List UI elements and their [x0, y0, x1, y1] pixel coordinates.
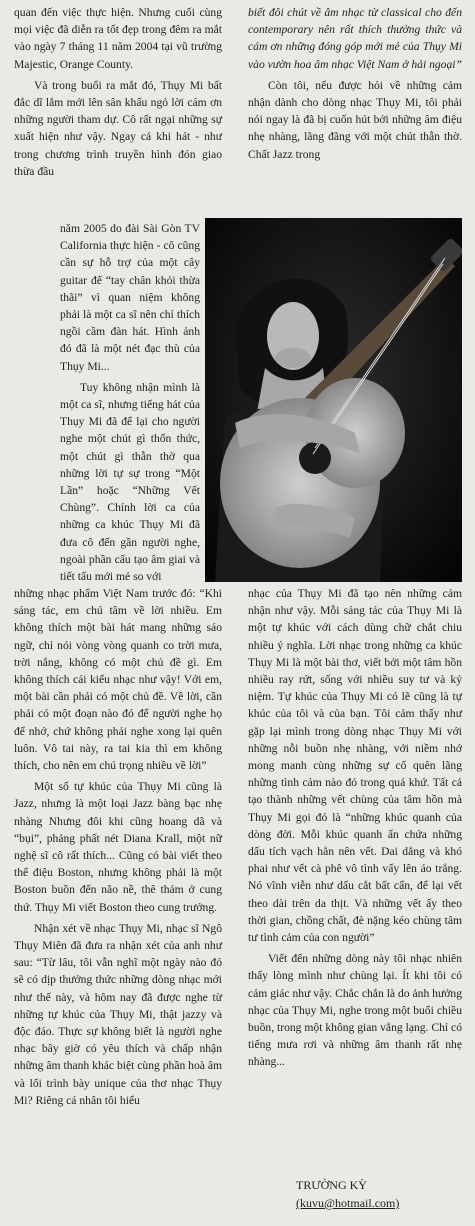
- paragraph: quan đến việc thực hiện. Nhưng cuối cùng mọi việc đã diễn ra tốt đẹp trong đêm ra mắt vào ngày 7 tháng 11 năm 2004 tại vũ trường Majestic, Orange County.: [14, 6, 222, 71]
- paragraph: những nhạc phẩm Việt Nam trước đó: “Khi sáng tác, em chú tâm về lời nhiều. Em không thích một bài hát mang những sáo ngữ, chỉ nói vòng vòng quanh co trời mưa, trời nắng, không có một chủ đề gì. Em không thích cái kiểu nhạc như vậy! Với em, một bài cần phải có một chủ đề. Về lời, cần phải có một đoạn nào đó để người nghe họ để nhớ, chứ không phải nghe xong lại quên luôn. Vô tai này, ra tai kia thì em không thích, cho nên em chú trọng nhiều về lời”: [14, 587, 222, 773]
- left-column-narrow: [60, 220, 200, 589]
- artist-photo-illustration: [205, 218, 462, 582]
- paragraph: Tuy không nhận mình là một ca sĩ, nhưng tiếng hát của Thụy Mi đã để lại cho người nghe một chút gì thổn thức, một chút gì thẫn thờ qua những lời tự sự trong “Một Lần” hoặc “Những Vết Chùng”. Chính lời ca của những ca khúc Thụy Mi đã đưa cô đến gần người nghe, ngoài phần cấu tạo âm giai và tiết tấu mới mẻ so với: [60, 380, 200, 584]
- author-signature: [296, 1176, 466, 1212]
- paragraph: Viết đến những dòng này tôi nhạc nhiên thấy lòng mình như chùng lại. Ít khi tôi có cảm giác như vậy. Chắc chắn là do ảnh hưởng nhạc của Thụy Mi, nghe trong một buổi chiều buồn, trong một không gian vắng lạng. Chỉ có tiếng mưa rơi và những âm thanh rất nhẹ nhàng...: [248, 952, 462, 1069]
- left-column-top: [14, 4, 222, 184]
- paragraph: Và trong buổi ra mắt đó, Thụy Mi bất đắc dĩ lắm mới lên sân khấu ngỏ lời cám ơn những người tham dự. Cô rất ngại những sự xuất hiện như vậy. Ngay cả khi hát - như trong chương trình truyền hình đón giao thừa đầu: [14, 78, 222, 178]
- author-name: TRƯỜNG KỲ: [296, 1178, 367, 1192]
- paragraph: Nhận xét về nhạc Thụy Mi, nhạc sĩ Ngô Thụy Miên đã đưa ra nhận xét của anh như sau: “Từ lâu, tôi vẫn nghĩ một ngày nào đó sẽ có dịp thưởng thức những dòng nhạc mới như thế này, và hôm nay đã được nghe từ những tự khúc của Thụy Mi, thật jazzy và độc đáo. Thực sự không biết là người nghe nhạc bây giờ có yêu thích và chấp nhận những âm thanh khác biệt cùng phần hoà âm và lối trình bày unique của thơ nhạc Thụy Mi? Riêng cá nhân tôi hiểu: [14, 921, 222, 1107]
- right-column-bottom: [248, 585, 462, 1075]
- artist-photo: [205, 218, 462, 582]
- paragraph: Một số tự khúc của Thụy Mi cũng là Jazz, nhưng là một loại Jazz bàng bạc nhẹ nhàng Nhưng đôi khi cũng hoang dã và “bụi”, phảng phất nét Diana Krall, một nữ nghệ sĩ cô rất thích... Cũng có bài viết theo thể điệu Boston, nhưng không phải là một Boston buồn đến não nề, thê thảm ở cung thứ. Thụy Mi viết Boston theo cung trưởng.: [14, 780, 222, 914]
- paragraph: nhạc của Thụy Mi đã tạo nên những cảm nhận như vậy. Mỗi sáng tác của Thụy Mi là một tự khúc với cách dùng chữ chắt chiu nhiều ý nghĩa. Lời nhạc trong những ca khúc Thụy Mi là một bài thơ, viết bởi một tâm hồn nhiều ray rứt, sống với nhiều suy tư và kỷ niệm. Tự khúc của Thụy Mi có lẽ cũng là tự khúc của tôi và của bạn. Tôi cảm thấy như gặp lại mình trong dòng nhạc Thụy Mi với những nỗi buồn nhẹ nhàng, với niềm nhớ mong manh cùng những sự cố quên lãng những tình cảm nào đó trong quá khứ. Tất cả tạo thành những vết chùng của tâm hồn mà Thụy Mi gọi đó là “những khúc quanh của dòng đời. Mỗi khúc quanh ẩn chứa những dấu tích vạch hằn nên vết. Dai dẳng và khó phai như vết cà phê vô tình vấy lên áo trắng. Nó vĩnh viễn như dấu cắt bất cẩn, để lại vết theo dài trên da thịt. Và những vết ấy theo thời gian, chồng chất, đè nặng kéo chùng tâm tư tình cảm của con người”: [248, 587, 462, 945]
- quote-paragraph: biết đôi chút về âm nhạc từ classical cho đến contemporary nên rất thích thưởng thức và cám ơn những đóng góp mới mẻ của Thụy Mi vào vườn hoa âm nhạc Việt Nam ở hải ngoại”: [248, 6, 462, 71]
- paragraph: Còn tôi, nếu được hỏi về những cảm nhận dành cho dòng nhạc Thụy Mi, tôi phải nói ngay là đã bị cuốn hút bởi những âm điệu nhẹ nhàng, lãng đãng với một chút thẫn thờ. Chất Jazz trong: [248, 78, 462, 161]
- left-column-bottom: [14, 585, 222, 1113]
- right-column-top: [248, 4, 462, 167]
- paragraph: năm 2005 do đài Sài Gòn TV California thực hiện - cô cũng cần sự hỗ trợ của một cây guitar để “tay chân khỏi thừa thãi” vì quan niệm không phải là một ca sĩ nên chỉ thích ngồi cầm đàn hát. Hình ảnh đó đã là một nét đạc thù của Thụy Mi...: [60, 222, 200, 373]
- author-email-link[interactable]: (kuvu@hotmail.com): [296, 1196, 400, 1210]
